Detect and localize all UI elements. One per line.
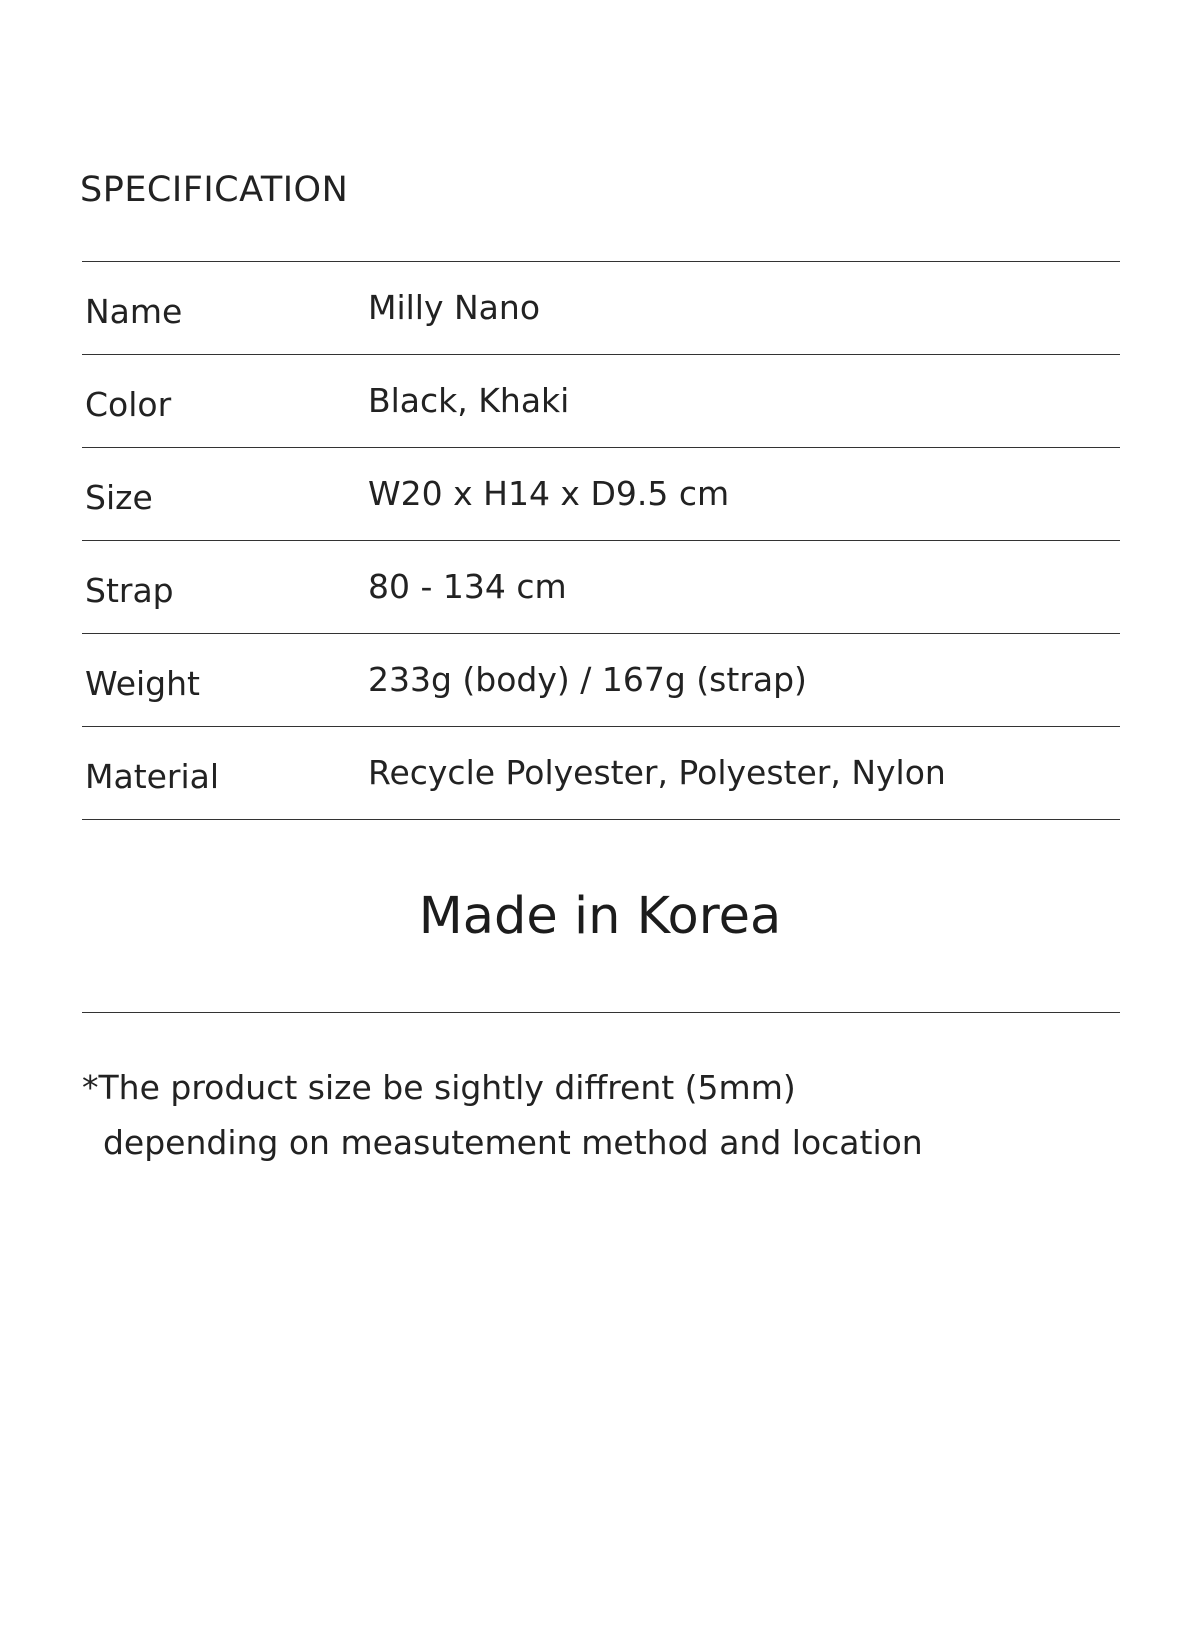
spec-label: Weight bbox=[85, 664, 200, 703]
note-line-1: *The product size be sightly diffrent (5mm) bbox=[82, 1068, 796, 1107]
spec-row-name bbox=[82, 262, 1120, 355]
note-line-2-text: depending on measutement method and location bbox=[102, 1123, 923, 1162]
spec-label: Strap bbox=[85, 571, 174, 610]
spec-row-color bbox=[82, 355, 1120, 448]
spec-table bbox=[82, 261, 1120, 820]
origin-text: Made in Korea bbox=[418, 887, 782, 946]
spec-value: W20 x H14 x D9.5 cm bbox=[368, 474, 730, 513]
spec-value: 233g (body) / 167g (strap) bbox=[368, 660, 807, 699]
note-line-2 bbox=[82, 1115, 923, 1170]
spec-label: Name bbox=[85, 292, 183, 331]
spec-row-weight bbox=[82, 634, 1120, 727]
spec-heading: SPECIFICATION bbox=[80, 170, 349, 210]
spec-label: Size bbox=[85, 478, 153, 517]
spec-label: Color bbox=[85, 385, 172, 424]
divider bbox=[82, 1012, 1120, 1013]
spec-value: Black, Khaki bbox=[368, 381, 570, 420]
spec-row-strap bbox=[82, 541, 1120, 634]
spec-row-material bbox=[82, 727, 1120, 820]
spec-value: Recycle Polyester, Polyester, Nylon bbox=[368, 753, 946, 792]
spec-label: Material bbox=[85, 757, 220, 796]
spec-value: Milly Nano bbox=[368, 288, 541, 327]
size-note bbox=[82, 1060, 923, 1170]
spec-value: 80 - 134 cm bbox=[368, 567, 567, 606]
spec-row-size bbox=[82, 448, 1120, 541]
